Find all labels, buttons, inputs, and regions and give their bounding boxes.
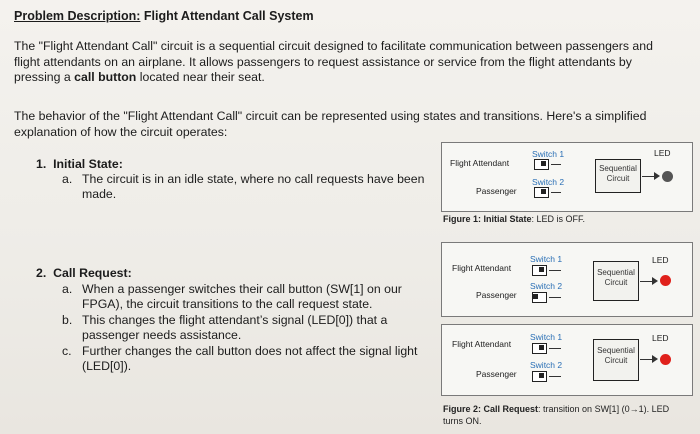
state1-a-marker: a. bbox=[62, 172, 73, 186]
state2-item-c bbox=[62, 344, 418, 374]
state2-heading bbox=[36, 266, 132, 280]
state1-a-line-2: made. bbox=[82, 187, 117, 201]
switch1-label: Switch 1 bbox=[532, 149, 565, 159]
state1-a-line-1: The circuit is in an idle state, where no call requests have been bbox=[82, 172, 425, 186]
seq-label-2: Circuit bbox=[606, 174, 630, 183]
seq-label-2: Circuit bbox=[604, 278, 628, 287]
switch1-label: Switch 1 bbox=[530, 254, 563, 264]
wire bbox=[551, 192, 561, 193]
switch2-label: Switch 2 bbox=[532, 177, 565, 187]
state2-item-b bbox=[62, 313, 388, 343]
intro-line-3 bbox=[14, 70, 653, 86]
figure1-caption-bold: Figure 1: Initial State bbox=[443, 214, 532, 224]
seq-label-1: Sequential bbox=[599, 164, 637, 173]
sequential-circuit-box bbox=[593, 339, 639, 381]
led-off-indicator bbox=[662, 171, 673, 182]
state2-number: 2. bbox=[36, 266, 47, 280]
flight-attendant-label: Flight Attendant bbox=[452, 339, 512, 349]
state2-c-line-2: (LED[0]). bbox=[82, 359, 132, 373]
arrow-icon bbox=[652, 355, 658, 363]
wire bbox=[549, 376, 561, 377]
state2-item-a bbox=[62, 282, 402, 312]
state2-b-line-1: This changes the flight attendant’s signal (LED[0]) that a bbox=[82, 313, 388, 327]
state2-a-line-1: When a passenger switches their call button (SW[1] on our bbox=[82, 282, 402, 296]
state2-c-marker: c. bbox=[62, 344, 72, 358]
switch2-icon bbox=[534, 187, 549, 198]
figure2-caption-line-2: turns ON. bbox=[443, 416, 482, 426]
wire bbox=[549, 270, 561, 271]
state1-item-a bbox=[62, 172, 425, 202]
figure2-diagram-top bbox=[441, 242, 693, 317]
led-on-indicator bbox=[660, 275, 671, 286]
figure2-caption bbox=[443, 403, 669, 427]
figure2-diagram-bottom bbox=[441, 324, 693, 396]
switch2-icon bbox=[532, 292, 547, 303]
flight-attendant-label: Flight Attendant bbox=[450, 158, 510, 168]
wire bbox=[551, 164, 561, 165]
behavior-paragraph bbox=[14, 109, 646, 140]
intro-line-3c: located near their seat. bbox=[136, 70, 265, 84]
sequential-circuit-box bbox=[595, 159, 641, 193]
state2-c-line-1: Further changes the call button does not affect the signal light bbox=[82, 344, 418, 358]
title-text: Flight Attendant Call System bbox=[140, 9, 314, 23]
behavior-line-1: The behavior of the "Flight Attendant Call" circuit can be represented using states and transitions. Here's a simplified bbox=[14, 109, 647, 123]
led-label: LED bbox=[654, 148, 671, 158]
intro-line-2: flight attendants on an airplane. It allows passengers to request assistance or service from the flight attendants by bbox=[14, 54, 632, 69]
state2-title: Call Request: bbox=[53, 266, 132, 280]
wire bbox=[549, 297, 561, 298]
intro-line-1: The "Flight Attendant Call" circuit is a sequential circuit designed to facilitate communication between passengers and bbox=[14, 39, 653, 53]
arrow-icon bbox=[652, 277, 658, 285]
switch1-icon bbox=[532, 343, 547, 354]
state1-number: 1. bbox=[36, 157, 47, 171]
behavior-line-2: explanation of how the circuit operates: bbox=[14, 124, 228, 139]
passenger-label: Passenger bbox=[476, 186, 517, 196]
led-on-indicator bbox=[660, 354, 671, 365]
led-label: LED bbox=[652, 255, 669, 265]
passenger-label: Passenger bbox=[476, 290, 517, 300]
switch2-label: Switch 2 bbox=[530, 281, 563, 291]
intro-line-3a: pressing a bbox=[14, 70, 75, 84]
state1-heading bbox=[36, 157, 123, 171]
arrow-icon bbox=[654, 172, 660, 180]
switch1-icon bbox=[534, 159, 549, 170]
title-prefix: Problem Description: bbox=[14, 9, 141, 23]
call-button-term: call button bbox=[74, 70, 137, 84]
state2-b-marker: b. bbox=[62, 313, 73, 327]
intro-paragraph bbox=[14, 39, 653, 86]
seq-label-2: Circuit bbox=[604, 356, 628, 365]
figure2-caption-rest: : transition on SW[1] (0→1). LED bbox=[538, 404, 670, 414]
figure2-caption-bold: Figure 2: Call Request bbox=[443, 404, 539, 414]
state1-title: Initial State: bbox=[53, 157, 123, 171]
page-title bbox=[14, 9, 314, 23]
seq-label-1: Sequential bbox=[597, 346, 635, 355]
led-label: LED bbox=[652, 333, 669, 343]
figure1-caption bbox=[443, 214, 585, 224]
state2-b-line-2: passenger needs assistance. bbox=[82, 328, 242, 342]
figure1-diagram bbox=[441, 142, 693, 212]
switch2-label: Switch 2 bbox=[530, 360, 563, 370]
figure1-caption-rest: : LED is OFF. bbox=[531, 214, 586, 224]
sequential-circuit-box bbox=[593, 261, 639, 301]
state2-a-line-2: FPGA), the circuit transitions to the call request state. bbox=[82, 297, 373, 311]
passenger-label: Passenger bbox=[476, 369, 517, 379]
switch1-label: Switch 1 bbox=[530, 332, 563, 342]
switch1-icon bbox=[532, 265, 547, 276]
state2-a-marker: a. bbox=[62, 282, 73, 296]
switch2-icon bbox=[532, 371, 547, 382]
wire bbox=[549, 348, 561, 349]
flight-attendant-label: Flight Attendant bbox=[452, 263, 512, 273]
seq-label-1: Sequential bbox=[597, 268, 635, 277]
